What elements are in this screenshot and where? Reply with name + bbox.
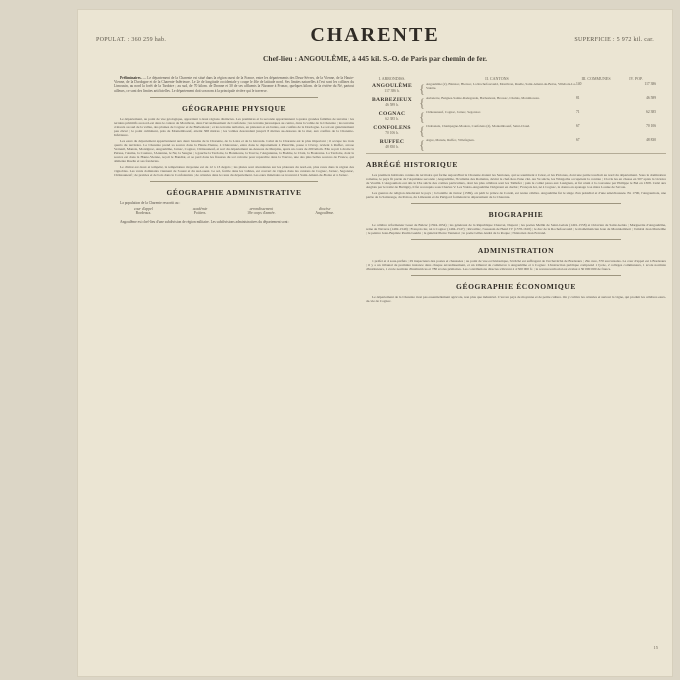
communes-count: 67 (576, 138, 580, 142)
communes-count: 81 (576, 96, 580, 100)
population-value: 46 589 (646, 96, 656, 100)
admin-grid (114, 207, 354, 216)
department-title: CHARENTE (310, 24, 440, 46)
cantons-list: Angoulême (2), Blanzac, Hiersac, La Rochefoucauld, Montbron, Ruelle, Saint-Amant-de-Boixe, Villebois-La-Valette. (426, 82, 577, 90)
preliminaires-lead: Préliminaires. (120, 76, 142, 80)
divider (366, 153, 666, 154)
arrondissement-table-header (366, 76, 666, 81)
geo-physique-paragraph: Les eaux du département appartiennent aux deux bassins de la Charente, de la Loire et de la Gironde. Celui de la Charente est le plus important ; il occupe les trois quarts du territoire. La Charente prend sa source dans la Haute-Vienne, à Chéronnac, entre dans le département à Pleuville, passe à Civray, revient à Ruffec, arrose Verteuil, Mansle, Montignac, Angoulême, Jarnac, Cognac, Châteauneuf, et sort du département au-dessous de Merpins, après un cours de 200 kilom. Elle reçoit à droite la Péruse, l'Aume, la Couture, l'Antenne, le Né, la Seugne ; à gauche la Tardoire, la Bonnieure, la Touvre, l'Anguienne, la Boëme, le Claix, la Boutonne. La Tardoire, dont la source est dans la Haute-Vienne, reçoit le Bandiat, et se perd dans les fissures du sol calcaire pour reparaître dans la Touvre, une des plus belles sources de France, qui alimente Ruelle et ses fonderies. (114, 138, 354, 163)
geographie-physique-title: GÉOGRAPHIE PHYSIQUE (181, 103, 287, 113)
divider (150, 181, 318, 182)
biographie-text: Le célèbre réformateur Guez de Balzac (1594-1654) ; les généraux de la République Chauvet, Dupont ; les poètes Mellin de Saint-Gelais (1491-1558) et Octavien de Saint-Gelais ; Marguerite d'Angoulême, reine de Navarre (1492-1549) ; François Ier, né à Cognac (1494-1547) ; Ravaillac, l'assassin de Henri IV (1578-1610) ; le duc de la Rochefoucauld ; le mathématicien Jean de Montalembert ; l'amiral Jean Marteilhe ; le peintre Jean-Baptiste Paulin Guérin ; le général Pierre Ventenat ; le poète Gilles André de la Roque ; l'historien Jean Ferrand. (366, 223, 666, 235)
population-value: 62 385 (646, 110, 656, 114)
arrondissement-name: CONFOLENS (373, 125, 411, 131)
geo-admin-intro: La population de la Charente ressortit au : (120, 200, 181, 205)
chef-lieu-subtitle: Chef-lieu : ANGOULÊME, à 445 kil. S.-O. de Paris par chemin de fer. (263, 54, 487, 63)
cantons-list: Aubeterre, Baignes-Sainte-Radegonde, Barbezieux, Brossac, Chalais, Montmoreau. (426, 96, 540, 100)
page-sheet (78, 10, 672, 676)
admin-cell: académie Poitiers. (192, 207, 208, 216)
divider (411, 203, 621, 204)
population-header: POPULAT. : 360 259 hab. (96, 37, 167, 43)
surface-header: SUPERFICIE : 5 972 kil. car. (574, 37, 654, 43)
table-row: CONFOLENS 70 106 h. { Chabanais, Champagne-Mouton, Confolens (2), Montemboeuf, Saint-Claud. 67 70 106 (373, 123, 656, 138)
brace: { (418, 137, 426, 152)
admin-cell: diocèse Angoulême. (315, 207, 335, 216)
table-row: COGNAC 62 385 h. { Châteauneuf, Cognac, Jarnac, Segonzac. 71 62 385 (378, 109, 656, 124)
left-column (114, 76, 354, 226)
table-header-cell: I. ARRONDISS. (378, 76, 406, 81)
cantons-list: Chabanais, Champagne-Mouton, Confolens (2), Montemboeuf, Saint-Claud. (426, 124, 530, 128)
table-header-cell: II. CANTONS (485, 76, 509, 81)
page-number: 15 (653, 645, 658, 650)
abrege-paragraph: Les premiers habitants connus du territoire qui forme aujourd'hui la Charente étaient les Santones, qui se soumirent à César, et les Pictones, dont une partie touchait au nord du département. Sous la domination romaine, le pays fit partie de l'Aquitaine seconde ; Angoulême, l'Iculisma des Romains, devint le chef-lieu d'une cité. Au Ve siècle, les Wisigoths occupèrent la contrée ; Clovis les en chassa en 507 après la victoire de Vouillé. L'Angoumois eut dès le IXe siècle des comtes particuliers, dont les plus célèbres sont les Taillefer ; puis le comté passa aux Lusignan, et fut réuni à la couronne par Philippe le Bel en 1308. Cédé aux Anglais par le traité de Brétigny, il fut reconquis sous Charles V. Les Valois-Angoulême l'érigèrent en duché ; François Ier, né à Cognac, le donna en apanage à sa mère Louise de Savoie. (366, 173, 666, 189)
right-column (366, 76, 666, 305)
brace: { (418, 81, 426, 96)
divider (411, 239, 621, 240)
biographie-title: BIOGRAPHIE (488, 210, 544, 219)
table-row: RUFFEC 48 830 h. { Aigre, Mansle, Ruffec, Villefagnan. 67 48 830 (379, 137, 656, 152)
divider (411, 275, 621, 276)
arrondissement-name: COGNAC (378, 111, 406, 117)
communes-count: 140 (576, 82, 582, 86)
population-value: 70 106 (646, 124, 656, 128)
cantons-list: Aigre, Mansle, Ruffec, Villefagnan. (426, 138, 475, 142)
geo-eco-text: Le département de la Charente n'est pas essentiellement agricole, non plus que industriel. C'est un pays de moyenne et de petite culture. On y cultive les céréales et surtout la vigne, qui produit les célèbres eaux-de-vie de Cognac. (366, 295, 666, 303)
geo-physique-paragraph: Le climat est doux et tempéré, la température moyenne est de 12 à 13 degrés ; les pluies sont abondantes sur les plateaux du nord-est, plus rares dans la région des vignobles. Les vents dominants viennent de l'ouest et du sud-ouest. Le sol, fertile dans les vallées, est couvert de vignes dans les cantons de Cognac, Jarnac, Segonzac, Châteauneuf ; de prairies et de bois dans le Confolentais ; de céréales dans le reste du département. Les eaux minérales se trouvent à Saint-Amant-de-Boixe et à Jarnac. (114, 164, 354, 177)
abrege-historique-title: ABRÉGÉ HISTORIQUE (366, 160, 458, 169)
divider (150, 97, 318, 98)
brace: { (418, 109, 426, 124)
communes-count: 67 (576, 124, 580, 128)
preliminaires-paragraph (114, 76, 354, 93)
table-header-cell: III. COMMUNES (581, 76, 611, 81)
arrondissement-name: ANGOULÊME (372, 83, 412, 89)
population-value: 117 386 (644, 82, 656, 86)
geo-admin-text: Angoulême est chef-lieu d'une subdivision de région militaire. Les subdivisions administratives du département sont : (120, 219, 290, 224)
admin-cell: cour d'appel Bordeaux. (133, 207, 153, 216)
cantons-list: Châteauneuf, Cognac, Jarnac, Segonzac. (426, 110, 482, 114)
administration-title: ADMINISTRATION (477, 246, 555, 255)
geo-physique-paragraph: Le département, au point de vue géologique, appartient à deux régions distinctes. Les premières et la seconde appartiennent à quatre grandes familles de terrains : les terrains primitifs au nord-est dans le canton de Montbron, dans l'arrondissement de Confolens ; les terrains jurassiques au centre, dans la vallée de la Charente ; les terrains crétacés au sud de la vallée, des plaines de Cognac et de Barbezieux ; et les terrains tertiaires, en plateaux et en buttes, aux confins de la Dordogne. Le sol est généralement peu élevé ; le point culminant, près de Montemboeuf, atteint 368 mètres ; les vallées descendent jusqu'à 8 mètres au-dessous de la mer, aux confins de la Charente-Inférieure. (114, 116, 354, 137)
table-row: ANGOULÊME 117 386 h. { Angoulême (2), Blanzac, Hiersac, La Rochefoucauld, Montbron, Ruelle, Saint-Amant-de-Boixe, Villebois-La-Valette. 140 117 386 (372, 81, 656, 96)
abrege-paragraph: Les guerres de religion désolèrent le pays ; la bataille de Jarnac (1569), où périt le prince de Condé, est restée célèbre. Angoulême fut le siège d'un présidial et d'une sénéchaussée. En 1790, l'Angoumois, une partie de la Saintonge, du Poitou, du Limousin et du Périgord formèrent le département de la Charente. (366, 191, 666, 199)
table-header-cell: IV. POP. (629, 76, 643, 81)
arrondissement-name: BARBEZIEUX (372, 97, 412, 103)
communes-count: 71 (576, 110, 580, 114)
brace: { (418, 123, 426, 138)
admin-cell: arrondissement 18e corps d'armée. (247, 207, 276, 216)
geographie-administrative-title: GÉOGRAPHIE ADMINISTRATIVE (166, 187, 302, 197)
arrondissement-name: RUFFEC (379, 139, 405, 145)
administration-text: 1 préfet et 4 sous-préfets ; 29 inspecteurs des postes et chaussées ; au point de vue ecclésiastique, l'évêché est suffragant de l'archevêché de Bordeaux ; 29e cure, 370 succursales. La cour d'appel est à Bordeaux ; il y a un tribunal de première instance dans chaque arrondissement, et un tribunal de commerce à Angoulême et à Cognac. L'instruction publique comprend 1 lycée, 2 collèges communaux, 1 école normale d'instituteurs, 1 école normale d'institutrices et 780 écoles primaires. Les contributions directes s'élèvent à 4 500 000 fr. ; le revenu territorial est évalué à 30 000 000 de francs. (366, 259, 666, 271)
brace: { (418, 95, 426, 110)
table-row: BARBEZIEUX 46 589 h. { Aubeterre, Baignes-Sainte-Radegonde, Barbezieux, Brossac, Chalais, Montmoreau. 81 46 589 (372, 95, 656, 110)
geographie-economique-title: GÉOGRAPHIE ÉCONOMIQUE (456, 282, 576, 291)
preliminaires-text: — Le département de la Charente est situé dans la région ouest de la France, entre les départements des Deux-Sèvres, de la Vienne, de la Haute-Vienne, de la Dordogne et de la Charente-Inférieure. Le 2e de longitude occidentale y coupe le 46e de latitude nord. Ses limites naturelles à l'est sont les collines du Limousin, au nord la forêt de la Tardoire ; au sud, de 70 kilom. de Dronne et 30 de ses affluents la Nizonne à Fronac, quelques kilom. de la rivière du Né, partout ailleurs, ce sont des limites artificielles. Le département doit son nom à la principale rivière qui le traverse. (114, 76, 354, 93)
population-value: 48 830 (646, 138, 656, 142)
